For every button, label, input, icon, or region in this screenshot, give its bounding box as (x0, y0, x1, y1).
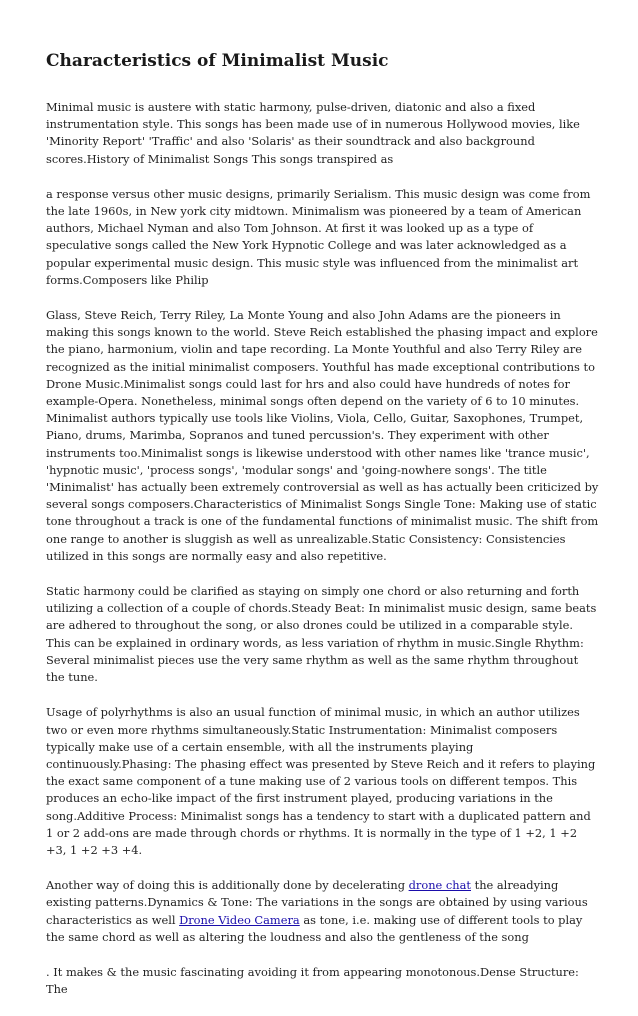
paragraph-6 (46, 877, 600, 946)
paragraph-2: a response versus other music designs, primarily Serialism. This music design was come from the late 1960s, in New york city midtown. Minimalism was pioneered by a team of American authors, Michael Nyman and also Tom Johnson. At first it was looked up as a type of speculative songs called the New York Hypnotic College and was later acknowledged as a popular experimental music design. This music style was influenced from the minimalist art forms.Composers like Philip (46, 186, 591, 287)
document-page (46, 50, 600, 1016)
paragraph-6-text-before: Another way of doing this is additionally done by decelerating (46, 878, 409, 893)
paragraph-4: Static harmony could be clarified as staying on simply one chord or also returning and forth utilizing a collection of a couple of chords.Steady Beat: In minimalist music design, same beats are adhered to throughout the song, or also drones could be utilized in a comparable style. This can be explained in ordinary words, as less variation of rhythm in music.Single Rhythm: Several minimalist pieces use the very same rhythm as well as the same rhythm throughout the tune. (46, 584, 597, 685)
paragraph-7: . It makes & the music fascinating avoiding it from appearing monotonous.Dense Structure: The (46, 964, 579, 997)
paragraph-6-text-middle: the alreadying existing patterns.Dynamics & Tone: The variations in the songs are obtained by using various characteristics as well (46, 878, 588, 927)
drone-chat-link[interactable]: drone chat (408, 878, 471, 893)
page-title: Characteristics of Minimalist Music (46, 51, 389, 71)
paragraph-3: Glass, Steve Reich, Terry Riley, La Monte Young and also John Adams are the pioneers in making this songs known to the world. Steve Reich established the phasing impact and explore the piano, harmonium, violin and tape recording. La Monte Youthful and also Terry Riley are recognized as the initial minimalist composers. Youthful has made exceptional contributions to Drone Music.Minimalist songs could last for hrs and also could have hundreds of notes for example-Opera. Nonetheless, minimal songs often depend on the variety of 6 to 10 minutes. Minimalist authors typically use tools like Violins, Viola, Cello, Guitar, Saxophones, Trumpet, Piano, drums, Marimba, Sopranos and tuned percussion's. They experiment with other instruments too.Minimalist songs is likewise understood with other names like 'trance music', 'hypnotic music', 'process songs', 'modular songs' and 'going-nowhere songs'. The title 'Minimalist' has actually been extremely controversial as well as has actually been criticized by several songs composers.Characteristics of Minimalist Songs Single Tone: Making use of static tone throughout a track is one of the fundamental functions of minimalist music. The shift from one range to another is sluggish as well as unrealizable.Static Consistency: Consistencies utilized in this songs are normally easy and also repetitive. (46, 308, 599, 563)
paragraph-5: Usage of polyrhythms is also an usual function of minimal music, in which an author utilizes two or even more rhythms simultaneously.Static Instrumentation: Minimalist composers typically make use of a certain ensemble, with all the instruments playing continuously.Phasing: The phasing effect was presented by Steve Reich and it refers to playing the exact same component of a tune making use of 2 various tools on different tempos. This produces an echo-like impact of the first instrument played, producing variations in the song.Additive Process: Minimalist songs has a tendency to start with a duplicated pattern and 1 or 2 add-ons are made through chords or rhythms. It is normally in the type of 1 +2, 1 +2 +3, 1 +2 +3 +4. (46, 705, 596, 857)
paragraph-1: Minimal music is austere with static harmony, pulse-driven, diatonic and also a fixed instrumentation style. This songs has been made use of in numerous Hollywood movies, like 'Minority Report' 'Traffic' and also 'Solaris' as their soundtrack and also background scores.History of Minimalist Songs This songs transpired as (46, 100, 580, 166)
drone-video-camera-link[interactable]: Drone Video Camera (179, 912, 300, 927)
paragraph-6-text-after: as tone, i.e. making use of different tools to play the same chord as well as altering the loudness and also the gentleness of the song (46, 912, 583, 944)
